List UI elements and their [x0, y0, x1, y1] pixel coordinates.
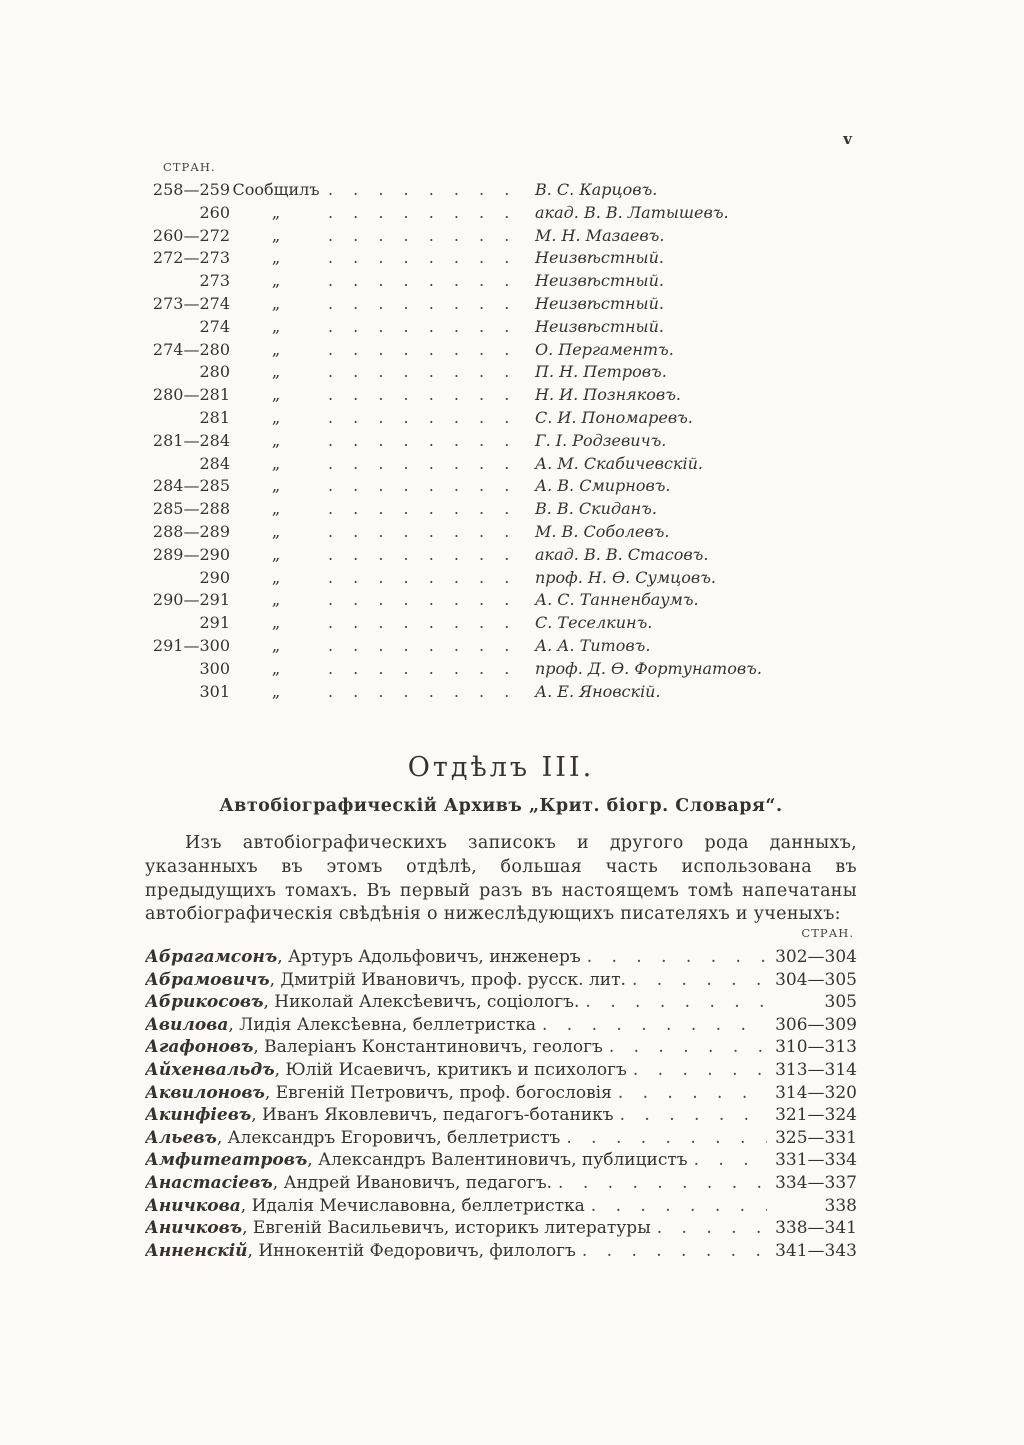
row-label: „ — [271, 271, 281, 291]
entry-description: , Александръ Валентиновичъ, публицистъ — [307, 1150, 688, 1171]
contributor-name: А. С. Танненбаумъ. — [535, 590, 699, 610]
entry-surname: Аничковъ — [145, 1218, 243, 1239]
page-range: 284 — [199, 453, 230, 473]
dot-leader — [328, 247, 529, 270]
dot-leader — [657, 1217, 767, 1240]
entry-row — [145, 1059, 857, 1082]
page-range: 281 — [199, 407, 230, 427]
page-range: 258—259 — [152, 180, 230, 199]
entry-row — [145, 1036, 857, 1059]
contributor-row — [145, 339, 857, 362]
contributor-row — [145, 589, 857, 612]
entry-name — [145, 1149, 688, 1172]
contributor-name: Неизвѣстный. — [535, 248, 664, 268]
entry-name — [145, 1082, 612, 1105]
entry-description: , Артуръ Адольфовичъ, инженеръ — [277, 947, 581, 967]
entry-row — [145, 1082, 857, 1105]
entry-surname: Аквилоновъ — [145, 1082, 265, 1103]
page-range: 273—274 — [152, 293, 230, 313]
entry-description: , Юлій Исаевичъ, критикъ и психологъ — [274, 1059, 627, 1080]
entry-surname: Абрамовичъ — [145, 969, 270, 990]
entry-page-range: 325—331 — [775, 1127, 857, 1148]
contributor-name: проф. Д. Ѳ. Фортунатовъ. — [535, 658, 762, 678]
page-range: 273 — [199, 271, 230, 291]
entry-surname: Абрикосовъ — [145, 992, 264, 1013]
contributor-row — [145, 521, 857, 544]
row-label: „ — [271, 567, 281, 587]
contributor-row — [145, 247, 857, 270]
row-label: „ — [271, 316, 281, 336]
dot-leader — [328, 430, 529, 453]
contributor-name: О. Пергаментъ. — [535, 339, 674, 359]
contributor-name: Неизвѣстный. — [535, 293, 664, 313]
entry-page-range: 313—314 — [775, 1059, 857, 1080]
entry-surname: Агафоновъ — [145, 1037, 254, 1058]
entry-rows — [145, 946, 857, 1262]
entry-description: , Лидія Алексѣевна, беллетристка — [228, 1014, 536, 1035]
contributor-name: С. Теселкинъ. — [535, 613, 653, 633]
row-label: „ — [271, 362, 281, 382]
page-range: 280 — [199, 362, 230, 382]
row-label: „ — [271, 293, 281, 313]
entry-surname: Аничкова — [145, 1195, 241, 1216]
dot-leader — [328, 567, 529, 590]
page-range: 274—280 — [152, 339, 230, 359]
contributor-row — [145, 316, 857, 339]
entry-page-range: 314—320 — [775, 1082, 857, 1103]
contributor-name: проф. Н. Ѳ. Сумцовъ. — [535, 567, 716, 587]
contributor-row — [145, 544, 857, 567]
row-label: „ — [271, 658, 281, 678]
entry-name — [145, 1172, 552, 1195]
contributors-list — [145, 160, 857, 703]
entry-page-range: 338—341 — [775, 1218, 857, 1239]
contributor-name: В. В. Скиданъ. — [535, 499, 657, 519]
dot-leader — [328, 270, 529, 293]
dot-leader — [328, 635, 529, 658]
entry-surname: Акинфіевъ — [145, 1105, 252, 1126]
entry-page-range: 341—343 — [775, 1240, 857, 1261]
entry-row — [145, 1240, 857, 1263]
entry-row — [145, 969, 857, 992]
row-label: „ — [271, 544, 281, 564]
entry-row — [145, 946, 857, 969]
contributor-name: М. Н. Мазаевъ. — [535, 225, 665, 245]
contributor-row — [145, 407, 857, 430]
contributor-row — [145, 361, 857, 384]
dot-leader — [566, 1127, 767, 1150]
page-range: 290 — [199, 567, 230, 587]
entry-name — [145, 1217, 651, 1240]
row-label: „ — [271, 430, 281, 450]
autobiography-entries — [145, 946, 857, 1262]
row-label: „ — [271, 613, 281, 633]
contributor-row — [145, 475, 857, 498]
contributor-row — [145, 225, 857, 248]
entry-name — [145, 991, 579, 1014]
page-range: 291—300 — [152, 635, 230, 655]
dot-leader — [328, 407, 529, 430]
page-folio: v — [843, 130, 852, 148]
contributor-name: Неизвѣстный. — [535, 271, 664, 291]
entry-name — [145, 1014, 536, 1037]
entry-description: , Евгеній Васильевичъ, историкъ литературы — [242, 1218, 651, 1239]
entry-name — [145, 969, 626, 992]
row-label: „ — [271, 476, 281, 496]
page-range: 272—273 — [152, 248, 230, 268]
contributor-name: акад. В. В. Стасовъ. — [535, 544, 709, 564]
entry-description: , Иванъ Яковлевичъ, педагогъ-ботаникъ — [251, 1105, 614, 1126]
entry-surname: Айхенвальдъ — [145, 1059, 275, 1080]
page-range: 301 — [199, 681, 230, 701]
entry-page-range: 306—309 — [775, 1014, 857, 1035]
contributor-name: П. Н. Петровъ. — [535, 362, 667, 382]
contributor-name: А. А. Титовъ. — [535, 635, 651, 655]
entry-description: , Иннокентій Федоровичъ, филологъ — [247, 1240, 576, 1261]
entry-name — [145, 1059, 627, 1082]
pages-column-header: СТРАН. — [163, 160, 216, 174]
contributor-name: М. В. Соболевъ. — [535, 521, 670, 541]
contributor-name: А. В. Смирновъ. — [535, 476, 671, 496]
entry-page-range: 302—304 — [775, 947, 857, 967]
dot-leader — [328, 521, 529, 544]
page-range: 289—290 — [152, 544, 230, 564]
contributor-row — [145, 179, 857, 202]
entry-description: , Идалія Мечиславовна, беллетристка — [240, 1195, 585, 1216]
contributor-row — [145, 681, 857, 704]
dot-leader — [328, 225, 529, 248]
dot-leader — [620, 1104, 767, 1127]
page-range: 288—289 — [152, 521, 230, 541]
entry-row — [145, 991, 857, 1014]
dot-leader — [694, 1149, 767, 1172]
dot-leader — [587, 946, 767, 969]
dot-leader — [328, 475, 529, 498]
entry-row — [145, 1104, 857, 1127]
contributor-row — [145, 430, 857, 453]
row-label: „ — [271, 248, 281, 268]
entry-description: , Александръ Егоровичъ, беллетристъ — [216, 1127, 561, 1148]
contributor-row — [145, 658, 857, 681]
contributor-row — [145, 635, 857, 658]
row-label: „ — [271, 407, 281, 427]
entry-name — [145, 1240, 576, 1263]
pages-column-header-2: СТРАН. — [801, 926, 854, 940]
contributor-name: акад. В. В. Латышевъ. — [535, 202, 729, 222]
entry-row — [145, 1149, 857, 1172]
entry-name — [145, 1127, 560, 1150]
entry-page-range: 331—334 — [775, 1150, 857, 1171]
contributor-row — [145, 498, 857, 521]
dot-leader — [585, 991, 767, 1014]
dot-leader — [328, 589, 529, 612]
section-subtitle: Автобіографическій Архивъ „Крит. біогр. Словаря“. — [219, 796, 783, 816]
entry-page-range: 304—305 — [775, 969, 857, 990]
dot-leader — [582, 1240, 767, 1263]
page-range: 291 — [199, 613, 230, 633]
row-label: „ — [271, 385, 281, 405]
entry-description: , Николай Алексѣевичъ, соціологъ. — [263, 992, 580, 1013]
entry-description: , Евгеній Петровичъ, проф. богословія — [264, 1082, 612, 1103]
dot-leader — [632, 969, 767, 992]
entry-name — [145, 1195, 585, 1218]
entry-name — [145, 946, 581, 969]
entry-description: , Дмитрій Ивановичъ, проф. русск. лит. — [269, 969, 626, 990]
entry-row — [145, 1217, 857, 1240]
contributor-name: В. С. Карцовъ. — [535, 180, 658, 199]
entry-page-range: 305 — [824, 992, 857, 1013]
contributor-row — [145, 293, 857, 316]
dot-leader — [591, 1195, 767, 1218]
dot-leader — [328, 339, 529, 362]
dot-leader — [618, 1082, 767, 1105]
dot-leader — [328, 179, 529, 202]
dot-leader — [328, 544, 529, 567]
contributor-row — [145, 202, 857, 225]
dot-leader — [542, 1014, 767, 1037]
entry-description: , Андрей Ивановичъ, педагогъ. — [272, 1172, 553, 1193]
page-range: 274 — [199, 316, 230, 336]
contributor-row — [145, 384, 857, 407]
row-label: Сообщилъ — [232, 180, 320, 199]
entry-row — [145, 1195, 857, 1218]
entry-name — [145, 1036, 603, 1059]
dot-leader — [328, 498, 529, 521]
entry-surname: Альевъ — [145, 1127, 217, 1148]
row-label: „ — [271, 202, 281, 222]
row-label: „ — [271, 225, 281, 245]
contributors-rows — [145, 179, 857, 703]
entry-surname: Анненскій — [145, 1240, 248, 1261]
dot-leader — [328, 612, 529, 635]
page-range: 260 — [199, 202, 230, 222]
page-range: 290—291 — [152, 590, 230, 610]
row-label: „ — [271, 590, 281, 610]
entry-page-range: 334—337 — [775, 1172, 857, 1193]
row-label: „ — [271, 499, 281, 519]
row-label: „ — [271, 339, 281, 359]
entry-surname: Анастасіевъ — [145, 1172, 273, 1193]
page-range: 300 — [199, 658, 230, 678]
dot-leader — [328, 361, 529, 384]
contributor-row — [145, 567, 857, 590]
dot-leader — [328, 293, 529, 316]
page-range: 280—281 — [152, 385, 230, 405]
page-range: 284—285 — [152, 476, 230, 496]
contributor-row — [145, 612, 857, 635]
page-range: 285—288 — [152, 499, 230, 519]
contributor-name: Г. І. Родзевичъ. — [535, 430, 667, 450]
section-title: Отдѣлъ III. — [407, 752, 595, 783]
row-label: „ — [271, 635, 281, 655]
entry-row — [145, 1014, 857, 1037]
dot-leader — [328, 658, 529, 681]
dot-leader — [558, 1172, 767, 1195]
dot-leader — [328, 384, 529, 407]
entry-surname: Абрагамсонъ — [145, 947, 278, 967]
dot-leader — [328, 681, 529, 704]
entry-row — [145, 1127, 857, 1150]
row-label: „ — [271, 681, 281, 701]
dot-leader — [609, 1036, 767, 1059]
contributor-name: А. М. Скабичевскій. — [535, 453, 704, 473]
entry-page-range: 338 — [824, 1195, 857, 1216]
dot-leader — [633, 1059, 767, 1082]
contributor-row — [145, 453, 857, 476]
contributor-name: Н. И. Позняковъ. — [535, 385, 681, 405]
entry-page-range: 321—324 — [775, 1105, 857, 1126]
contributor-row — [145, 270, 857, 293]
contributor-name: Неизвѣстный. — [535, 316, 664, 336]
dot-leader — [328, 316, 529, 339]
entry-surname: Амфитеатровъ — [145, 1150, 308, 1171]
entry-surname: Авилова — [145, 1014, 229, 1035]
dot-leader — [328, 202, 529, 225]
dot-leader — [328, 453, 529, 476]
section-intro-paragraph: Изъ автобіографическихъ записокъ и другого рода данныхъ, указанныхъ въ этомъ отдѣлѣ, большая часть использована въ предыдущихъ томахъ. Въ первый разъ въ настоящемъ томѣ напечатаны автобіографическія свѣдѣнія о нижеслѣдующихъ писателяхъ и ученыхъ: — [145, 833, 857, 925]
page-range: 281—284 — [152, 430, 230, 450]
row-label: „ — [271, 453, 281, 473]
entry-page-range: 310—313 — [775, 1037, 857, 1058]
entry-description: , Валеріанъ Константиновичъ, геологъ — [253, 1037, 603, 1058]
entry-name — [145, 1104, 614, 1127]
contributor-name: С. И. Пономаревъ. — [535, 407, 693, 427]
row-label: „ — [271, 521, 281, 541]
entry-row — [145, 1172, 857, 1195]
page-range: 260—272 — [152, 225, 230, 245]
contributor-name: А. Е. Яновскій. — [535, 681, 661, 701]
